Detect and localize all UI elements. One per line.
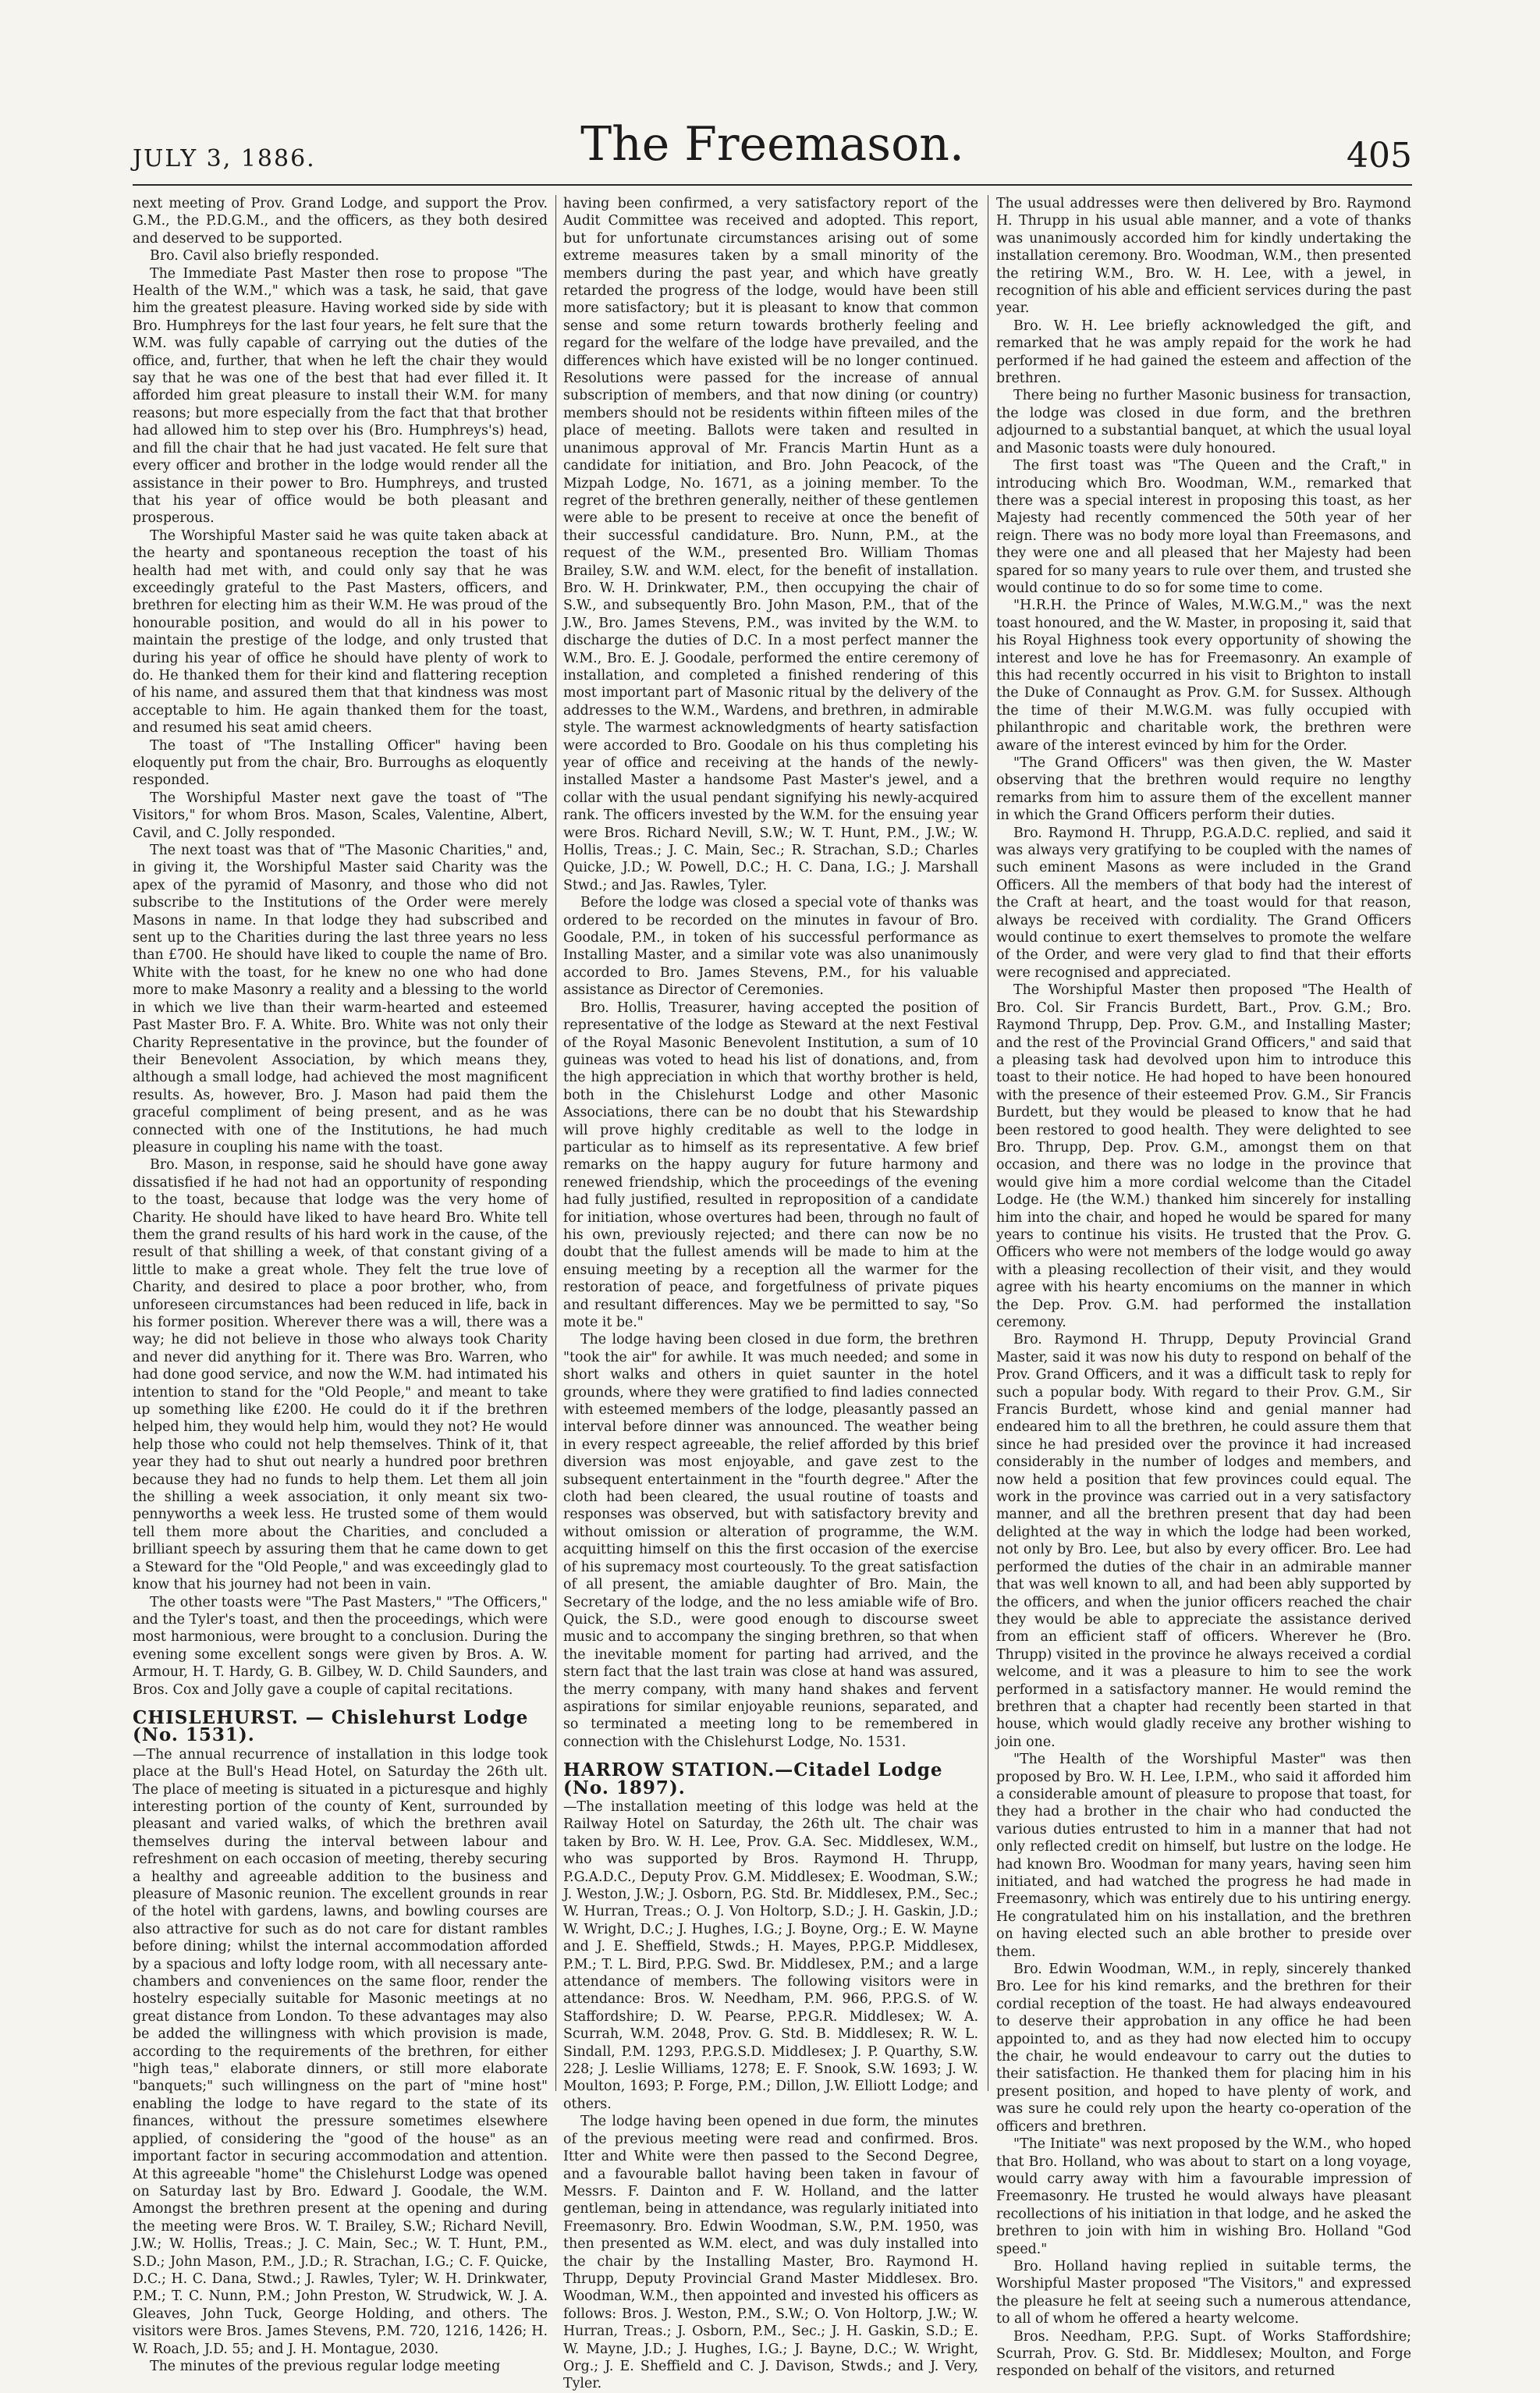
article-paragraph: Bro. Holland having replied in suitable terms, the Worshipful Master proposed "The Visitors," and expressed the pleasure he felt at seeing such a numerous attendance, to all of whom he offered a hearty welcome. xyxy=(996,2258,1411,2327)
header-rule xyxy=(133,184,1412,186)
article-paragraph: Bro. Edwin Woodman, W.M., in reply, sincerely thanked Bro. Lee for his kind remarks, and the brethren for their cordial reception of the toast. He had always endeavoured to deserve their approbation in any office he had been appointed to, and as they had now elected him to occupy the chair, he would endeavour to carry out the duties to their satisfaction. He thanked them for placing him in his present position, and hoped to have plenty of work, and was sure he could rely upon the hearty co-operation of the officers and brethren. xyxy=(996,1962,1411,2135)
masthead xyxy=(133,117,1412,195)
article-paragraph: Before the lodge was closed a special vote of thanks was ordered to be recorded on the minutes in favour of Bro. Goodale, P.M., in token of his successful performance as Installing Master, and a similar vote was also unanimously accorded to Bro. James Stevens, P.M., for his valuable assistance as Director of Ceremonies. xyxy=(563,895,978,999)
article-paragraph: The toast of "The Installing Officer" having been eloquently put from the chair, Bro. Burroughs as eloquently responded. xyxy=(133,737,548,789)
article-paragraph: —The annual recurrence of installation in this lodge took place at the Bull's Head Hotel, on Saturday the 26th ult. The place of meeting is situated in a picturesque and highly interesting portion of the county of Kent, surrounded by pleasant and varied walks, of which the brethren avail themselves during the interval between labour and refreshment on each occasion of meeting, thereby securing a healthy and agreeable addition to the business and pleasure of Masonic reunion. The excellent grounds in rear of the hotel with gardens, lawns, and bowling courses are also attractive for such as do not care for distant rambles before dining; whilst the internal accommodation afforded by a spacious and lofty lodge room, with all necessary ante-chambers and conveniences on the same floor, render the hostelry especially suitable for Masonic meetings at no great distance from London. To these advantages may also be added the willingness with which provision is made, according to the requirements of the brethren, for either "high teas," elaborate dinners, or still more elaborate "banquets;" such willingness on the part of "mine host" enabling the lodge to have regard to the state of its finances, without the pressure sometimes elsewhere applied, of considering the "good of the house" as an important factor in securing accommodation and attention. At this agreeable "home" the Chislehurst Lodge was opened on Saturday last by Bro. Edward J. Goodale, the W.M. Amongst the brethren present at the opening and during the meeting were Bros. W. T. Brailey, S.W.; Richard Nevill, J.W.; W. Hollis, Treas.; J. C. Main, Sec.; W. T. Hunt, P.M., S.D.; John Mason, P.M., J.D.; R. Strachan, I.G.; C. F. Quicke, D.C.; H. C. Dana, Stwd.; J. Rawles, Tyler; W. H. Drinkwater, P.M.; T. C. Nunn, P.M.; John Preston, W. Strudwick, W. J. A. Gleaves, John Tuck, George Holding, and others. The visitors were Bros. James Stevens, P.M. 720, 1216, 1426; H. W. Roach, J.D. 55; and J. H. Montague, 2030. xyxy=(133,1746,548,2357)
article-paragraph: next meeting of Prov. Grand Lodge, and support the Prov. G.M., the P.D.G.M., and the officers, as they both desired and deserved to be supported. xyxy=(133,196,548,247)
article-paragraph: Bro. W. H. Lee briefly acknowledged the gift, and remarked that he was amply repaid for the work he had performed if he had gained the esteem and affection of the brethren. xyxy=(996,318,1411,387)
article-paragraph: There being no further Masonic business for transaction, the lodge was closed in due form, and the brethren adjourned to a substantial banquet, at which the usual loyal and Masonic toasts were duly honoured. xyxy=(996,388,1411,456)
article-paragraph: The usual addresses were then delivered by Bro. Raymond H. Thrupp in his usual able manner, and a vote of thanks was unanimously accorded him for kindly undertaking the installation ceremony. Bro. Woodman, W.M., then presented the retiring W.M., Bro. W. H. Lee, with a jewel, in recognition of his able and efficient services during the past year. xyxy=(996,196,1411,317)
article-paragraph: Bro. Raymond H. Thrupp, Deputy Provincial Grand Master, said it was now his duty to respond on behalf of the Prov. Grand Officers, and it was a difficult task to reply for such a popular body. With regard to their Prov. G.M., Sir Francis Burdett, whose kind and genial manner had endeared him to all the brethren, he could assure them that since he had presided over the province it had increased considerably in the number of lodges and members, and now held a position that few provinces could equal. The work in the province was carried out in a very satisfactory manner, and all the brethren present that day had been delighted at the way in which the lodge had been worked, not only by Bro. Lee, but also by every officer. Bro. Lee had performed the duties of the chair in an admirable manner that was well known to all, and had been ably supported by the officers, and when the junior officers reached the chair they would be able to appreciate the assistance derived from an efficient staff of officers. Wherever he (Bro. Thrupp) visited in the province he always received a cordial welcome, and it was a pleasure to him to see the work performed in a satisfactory manner. He would remind the brethren that a chapter had recently been started in that house, which would gladly receive any brother wishing to join one. xyxy=(996,1332,1411,1750)
article-paragraph: Bro. Raymond H. Thrupp, P.G.A.D.C. replied, and said it was always very gratifying to be coupled with the names of such eminent Masons as were included in the Grand Officers. All the members of that body had the interest of the Craft at heart, and the toast would for that reason, always be received with cordiality. The Grand Officers would continue to exert themselves to promote the welfare of the Order, and were very glad to find that their efforts were recognised and appreciated. xyxy=(996,825,1411,981)
section-heading: CHISLEHURST. — Chislehurst Lodge (No. 1531). xyxy=(133,1706,529,1746)
publication-title: The Freemason. xyxy=(580,117,964,172)
article-paragraph: The minutes of the previous regular lodge meeting xyxy=(150,2358,501,2374)
article-paragraph: Bro. Hollis, Treasurer, having accepted the position of representative of the lodge as Steward at the next Festival of the Royal Masonic Benevolent Institution, a sum of 10 guineas was voted to head his list of donations, and, from the high appreciation in which that worthy brother is held, both in the Chislehurst Lodge and other Masonic Associations, there can be no doubt that his Stewardship will prove highly creditable as well to the lodge in particular as to himself as its representative. A few brief remarks on the happy augury for future harmony and renewed friendship, which the proceedings of the evening had fully justified, resulted in reproposition of a candidate for initiation, whose overtures had been, through no fault of his own, previously rejected; and there can now be no doubt that the fullest amends will be made to him at the ensuing meeting by a reception all the warmer for the restoration of peace, and forgetfulness of private piques and resultant differences. May we be permitted to say, "So mote it be." xyxy=(563,999,978,1330)
article-chislehurst xyxy=(133,1706,548,2375)
article-paragraph: The Worshipful Master then proposed "The Health of Bro. Col. Sir Francis Burdett, Bart., Prov. G.M.; Bro. Raymond Thrupp, Dep. Prov. G.M., and Installing Master; and the rest of the Provincial Grand Officers," and said that a pleasing task had devolved upon him to introduce this toast to their notice. He had hoped to have been honoured with the presence of their esteemed Prov. G.M., Sir Francis Burdett, but they would be pleased to know that he had been restored to good health. They were delighted to see Bro. Thrupp, Dep. Prov. G.M., amongst them on that occasion, and there was no lodge in the province that would give him a more cordial welcome than the Citadel Lodge. He (the W.M.) thanked him sincerely for installing him into the chair, and hoped he would be spared for many years to continue his visits. He trusted that the Prov. G. Officers who were not members of the lodge would go away with a pleasing recollection of their visit, and they would agree with his hearty encomiums on the manner in which the Dep. Prov. G.M. had performed the installation ceremony. xyxy=(996,982,1411,1330)
section-heading: HARROW STATION.—Citadel Lodge (No. 1897). xyxy=(563,1759,943,1798)
article-paragraph: Bro. Mason, in response, said he should have gone away dissatisfied if he had not had an opportunity of responding to the toast, because that lodge was the very home of Charity. He should have liked to have heard Bro. White tell them the grand results of his hard work in the cause, of the result of that shilling a week, of that constant giving of a little to make a great whole. They felt the true love of Charity, and desired to place a poor brother, who, from unforeseen circumstances had been reduced in life, back in his former position. Wherever there was a will, there was a way; he did not believe in those who always took Charity and never did anything for it. There was Bro. Warren, who had done good service, and now the W.M. had intimated his intention to stand for the "Old People," and meant to take up something like £200. He could do it if the brethren helped him, they would help him, would they not? He would help those who could not help themselves. Think of it, that year they had to shut out nearly a hundred poor brethren because they had no funds to help them. Let them all join the shilling a week association, it only meant six two-pennyworths a week less. He trusted some of them would tell them more about the Charities, and concluded a brilliant speech by assuring them that he came down to get a Steward for the "Old People," and was exceedingly glad to know that his journey had not been in vain. xyxy=(133,1157,548,1593)
column-divider xyxy=(555,195,556,2091)
issue-date: JULY 3, 1886. xyxy=(133,145,316,172)
column-2 xyxy=(563,195,978,2393)
article-paragraph: Bro. Cavil also briefly responded. xyxy=(150,248,379,265)
article-paragraph: The Worshipful Master said he was quite taken aback at the hearty and spontaneous reception the toast of his health had met with, and could only say that he was exceedingly grateful to the Past Masters, officers, and brethren for electing him as their W.M. He was proud of the honourable position, and would do all in his power to maintain the prestige of the lodge, and only trusted that during his year of office he should have plenty of work to do. He thanked them for their kind and flattering reception of his name, and assured them that that kindness was most acceptable to him. He again thanked them for the toast, and resumed his seat amid cheers. xyxy=(133,527,548,737)
article-paragraph: "H.R.H. the Prince of Wales, M.W.G.M.," was the next toast honoured, and the W. Master, in proposing it, said that his Royal Highness took every opportunity of showing the interest and love he has for Freemasonry. An example of this had recently occurred in his visit to Brighton to install the Duke of Connaught as Prov. G.M. for Sussex. Although the time of their M.W.G.M. was fully occupied with philanthropic and charitable work, the brethren were aware of the interest evinced by him for the Order. xyxy=(996,598,1411,754)
article-paragraph: "The Health of the Worshipful Master" was then proposed by Bro. W. H. Lee, I.P.M., who said it afforded him a considerable amount of pleasure to propose that toast, for they had a brother in the chair who had conducted the various duties entrusted to him in a manner that had not only reflected credit on himself, but lustre on the lodge. He had known Bro. Woodman for many years, having seen him initiated, and had watched the progress he had made in Freemasonry, which was entirely due to his untiring energy. He congratulated him on his installation, and the brethren on having elected such an able brother to preside over them. xyxy=(996,1752,1411,1960)
article-paragraph: The lodge having been closed in due form, the brethren "took the air" for awhile. It was much needed; and some in short walks and others in quiet saunter in the hotel grounds, where they were gratified to find ladies connected with esteemed members of the lodge, pleasantly passed an interval before dinner was announced. The weather being in every respect agreeable, the relief afforded by this brief diversion was most enjoyable, and gave zest to the subsequent entertainment in the "fourth degree." After the cloth had been cleared, the usual routine of toasts and responses was observed, but with satisfactory brevity and without omission or alteration of programme, the W.M. acquitting himself on this the first occasion of the exercise of his supremacy most courteously. To the great satisfaction of all present, the amiable daughter of Bro. Main, the Secretary of the lodge, and the no less amiable wife of Bro. Quick, the S.D., were good enough to discourse sweet music and to accompany the singing brethren, so that when the inevitable moment for parting had arrived, and the stern fact that the last train was close at hand was assured, the merry company, with many hand shakes and fervent aspirations for similar enjoyable reunions, separated, and so terminated a meeting long to be remembered in connection with the Chislehurst Lodge, No. 1531. xyxy=(563,1332,978,1750)
article-paragraph: The other toasts were "The Past Masters," "The Officers," and the Tyler's toast, and then the proceedings, which were most harmonious, were brought to a conclusion. During the evening some excellent songs were given by Bros. A. W. Armour, H. T. Hardy, G. B. Gilbey, W. D. Child Saunders, and Bros. Cox and Jolly gave a couple of capital recitations. xyxy=(133,1594,548,1698)
article-paragraph: "The Grand Officers" was then given, the W. Master observing that the brethren would require no lengthy remarks from him to assure them of the excellent manner in which the Grand Officers perform their duties. xyxy=(996,755,1411,824)
article-paragraph: having been confirmed, a very satisfactory report of the Audit Committee was received and adopted. This report, but for unfortunate circumstances arising out of some extreme measures taken by a small minority of the members during the past year, and which have greatly retarded the progress of the lodge, would have been still more satisfactory; but it is pleasant to know that common sense and some return towards brotherly feeling and regard for the welfare of the lodge have prevailed, and the differences which have existed will be no longer continued. Resolutions were passed for the increase of annual subscription of members, and that now dining (or country) members should not be residents within fifteen miles of the place of meeting. Ballots were taken and resulted in unanimous approval of Mr. Francis Martin Hunt as a candidate for initiation, and Bro. John Peacock, of the Mizpah Lodge, No. 1671, as a joining member. To the regret of the brethren generally, neither of these gentlemen were able to be present to receive at once the benefit of their successful candidature. Bro. Nunn, P.M., at the request of the W.M., presented Bro. William Thomas Brailey, S.W. and W.M. elect, for the benefit of installation. Bro. W. H. Drinkwater, P.M., then occupying the chair of S.W., and subsequently Bro. John Mason, P.M., that of the J.W., Bro. James Stevens, P.M., was invited by the W.M. to discharge the duties of D.C. In a most perfect manner the W.M., Bro. E. J. Goodale, performed the entire ceremony of installation, and completed a finished rendering of this most important part of Masonic ritual by the delivery of the addresses to the W.M., Wardens, and brethren, in admirable style. The warmest acknowledgments of hearty satisfaction were accorded to Bro. Goodale on his thus completing his year of office and receiving at the hands of the newly-installed Master a handsome Past Master's jewel, and a collar with the usual pendant signifying his newly-acquired rank. The officers invested by the W.M. for the ensuing year were Bros. Richard Nevill, S.W.; W. T. Hunt, P.M., J.W.; W. Hollis, Treas.; J. C. Main, Sec.; R. Strachan, S.D.; Charles Quicke, J.D.; W. Powell, D.C.; H. C. Dana, I.G.; J. Marshall Stwd.; and Jas. Rawles, Tyler. xyxy=(563,196,978,893)
article-paragraph: —The installation meeting of this lodge was held at the Railway Hotel on Saturday, the 26th ult. The chair was taken by Bro. W. H. Lee, Prov. G.A. Sec. Middlesex, W.M., who was supported by Bros. Raymond H. Thrupp, P.G.A.D.C., Deputy Prov. G.M. Middlesex; E. Woodman, S.W.; J. Weston, J.W.; J. Osborn, P.G. Std. Br. Middlesex, P.M., Sec.; W. Hurran, Treas.; O. J. Von Holtorp, S.D.; J. H. Gaskin, J.D.; W. Wright, D.C.; J. Hughes, I.G.; J. Boyne, Org.; E. W. Mayne and J. E. Sheffield, Stwds.; H. Mayes, P.P.G.P. Middlesex, P.M.; T. L. Bird, P.P.G. Swd. Br. Middlesex, P.M.; and a large attendance of members. The following visitors were in attendance: Bros. W. Needham, P.M. 966, P.P.G.S. of W. Staffordshire; D. W. Pearse, P.P.G.R. Middlesex; W. A. Scurrah, W.M. 2048, Prov. G. Std. B. Middlesex; R. W. L. Sindall, P.M. 1293, P.P.G.S.D. Middlesex; J. P. Quarthy, S.W. 228; J. Leslie Williams, 1278; E. F. Snook, S.W. 1693; J. W. Moulton, 1693; P. Forge, P.M.; Dillon, J.W. Elliott Lodge; and others. xyxy=(563,1798,978,2112)
article-paragraph: The first toast was "The Queen and the Craft," in introducing which Bro. Woodman, W.M., remarked that there was a special interest in proposing this toast, as her Majesty had recently commenced the 50th year of her reign. There was no body more loyal than Freemasons, and they were one and all pleased that her Majesty had been spared for so many years to rule over them, and trusted she would continue to do so for some time to come. xyxy=(996,458,1411,596)
article-harrow-station xyxy=(563,1759,978,2393)
article-paragraph: The next toast was that of "The Masonic Charities," and, in giving it, the Worshipful Master said Charity was the apex of the pyramid of Masonry, and those who did not subscribe to the Institutions of the Order were merely Masons in name. In that lodge they had subscribed and sent up to the Charities during the last three years no less than £700. He should have liked to couple the name of Bro. White with the toast, for he knew no one who had done more to make Masonry a reality and a blessing to the world in which we live than their warm-hearted and esteemed Past Master Bro. F. A. White. Bro. White was not only their Charity Representative in the province, but the founder of their Benevolent Association, by which means they, although a small lodge, had achieved the most magnificent results. As, however, Bro. J. Mason had paid them the graceful compliment of being present, and as he was connected with one of the Institutions, he had much pleasure in coupling his name with the toast. xyxy=(133,843,548,1156)
article-paragraph: The Immediate Past Master then rose to propose "The Health of the W.M.," which was a task, he said, that gave him the greatest pleasure. Having worked side by side with Bro. Humphreys for the last four years, he felt sure that the W.M. was fully capable of carrying out the duties of the office, and, further, that when he left the chair they would say that he was one of the best that had ever filled it. It afforded him great pleasure to install their W.M. for many reasons; but more especially from the fact that that brother had allowed him to step over his (Bro. Humphreys's) head, and fill the chair that he had just vacated. He felt sure that every officer and brother in the lodge would render all the assistance in their power to Bro. Humphreys, and trusted that his year of office would be both pleasant and prosperous. xyxy=(133,265,548,527)
article-paragraph: Bros. Needham, P.P.G. Supt. of Works Staffordshire; Scurrah, Prov. G. Std. Br. Middlesex; Moulton, and Forge responded on behalf of the visitors, and returned xyxy=(996,2328,1411,2380)
article-paragraph: "The Initiate" was next proposed by the W.M., who hoped that Bro. Holland, who was about to start on a long voyage, would carry away with him a favourable impression of Freemasonry. He trusted he would always have pleasant recollections of his initiation in that lodge, and he asked the brethren to join with him in wishing Bro. Holland "God speed." xyxy=(996,2136,1411,2257)
page-number: 405 xyxy=(1347,136,1412,176)
column-3 xyxy=(996,195,1411,2381)
article-paragraph: The Worshipful Master next gave the toast of "The Visitors," for whom Bros. Mason, Scales, Valentine, Albert, Cavil, and C. Jolly responded. xyxy=(133,790,548,841)
column-1 xyxy=(133,195,548,2375)
article-paragraph: The lodge having been opened in due form, the minutes of the previous meeting were read and confirmed. Bros. Itter and White were then passed to the Second Degree, and a favourable ballot having been taken in favour of Messrs. F. Dainton and F. W. Holland, and the latter gentleman, being in attendance, was regularly initiated into Freemasonry. Bro. Edwin Woodman, S.W., P.M. 1950, was then presented as W.M. elect, and was duly installed into the chair by the Installing Master, Bro. Raymond H. Thrupp, Deputy Provincial Grand Master Middlesex. Bro. Woodman, W.M., then appointed and invested his officers as follows: Bros. J. Weston, P.M., S.W.; O. Von Holtorp, J.W.; W. Hurran, Treas.; J. Osborn, P.M., Sec.; J. H. Gaskin, S.D.; E. W. Mayne, J.D.; J. Hughes, I.G.; J. Bayne, D.C.; W. Wright, Org.; J. E. Sheffield and C. J. Davison, Stwds.; and J. Very, Tyler. xyxy=(563,2114,978,2392)
